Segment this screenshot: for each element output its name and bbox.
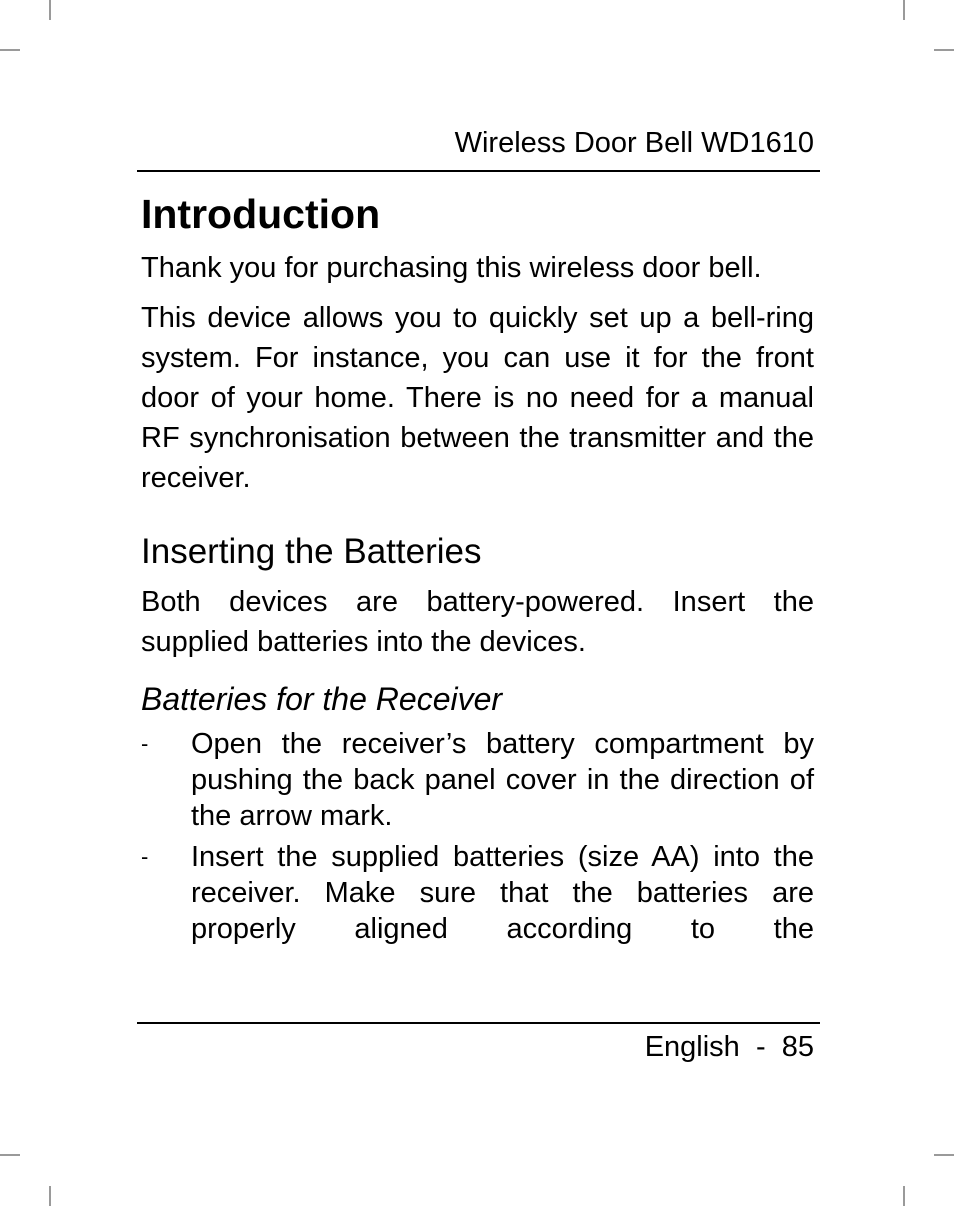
footer-language: English (644, 1031, 740, 1063)
header-rule (137, 170, 820, 172)
batteries-paragraph: Both devices are battery-powered. Insert the supplied batteries into the devices. (141, 586, 814, 658)
introduction-heading: Introduction (141, 191, 381, 237)
manual-page (137, 0, 820, 1206)
crop-mark-top-left-vertical (49, 0, 51, 20)
intro-paragraph-2: This device allows you to quickly set up a bell-ring system. For instance, you can use it for the front door of your home. There is no need for a manual RF synchronisation between the transmitter and the receiver. (141, 302, 814, 494)
crop-mark-top-right-horizontal (934, 49, 954, 51)
receiver-steps-list (141, 726, 814, 947)
page-number: 85 (781, 1031, 814, 1063)
list-item (141, 839, 814, 947)
list-item (141, 726, 814, 834)
list-item-text: Insert the supplied batteries (size AA) into the receiver. Make sure that the batteries are properly aligned according to the (191, 841, 814, 945)
running-header: Wireless Door Bell WD1610 (454, 127, 814, 159)
footer-rule (137, 1022, 820, 1024)
bullet-dash: - (141, 731, 149, 756)
receiver-batteries-subheading: Batteries for the Receiver (141, 681, 503, 717)
crop-mark-bottom-right-vertical (903, 1186, 905, 1206)
batteries-heading: Inserting the Batteries (141, 532, 482, 571)
list-item-text: Open the receiver’s battery compartment by pushing the back panel cover in the direction of the arrow mark. (191, 728, 814, 832)
crop-mark-bottom-left-horizontal (0, 1154, 20, 1156)
page-footer (645, 1028, 814, 1066)
footer-separator: - (755, 1031, 766, 1063)
crop-mark-bottom-right-horizontal (934, 1154, 954, 1156)
page-content (141, 186, 814, 952)
crop-mark-top-right-vertical (903, 0, 905, 20)
crop-mark-top-left-horizontal (0, 49, 20, 51)
bullet-dash: - (141, 844, 149, 869)
intro-paragraph-1: Thank you for purchasing this wireless door bell. (141, 252, 762, 284)
crop-mark-bottom-left-vertical (49, 1186, 51, 1206)
